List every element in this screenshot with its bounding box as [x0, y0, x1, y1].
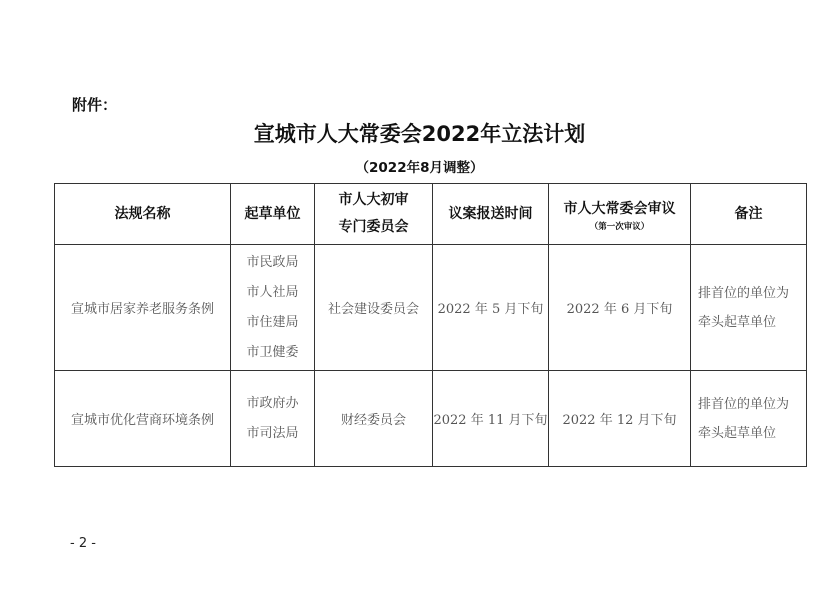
header-submit-time: 议案报送时间 — [433, 184, 549, 245]
table-header-row — [55, 184, 807, 245]
header-name: 法规名称 — [55, 184, 231, 245]
header-remarks: 备注 — [691, 184, 807, 245]
cell-review-time: 2022 年 6 月下旬 — [549, 245, 691, 371]
remarks-line1: 排首位的单位为 — [698, 396, 790, 412]
cell-committee: 社会建设委员会 — [315, 245, 433, 371]
header-committee-line2: 专门委员会 — [338, 219, 409, 235]
table-row — [55, 371, 807, 467]
cell-name: 宣城市居家养老服务条例 — [55, 245, 231, 371]
cell-remarks — [691, 371, 807, 467]
cell-submit-time: 2022 年 5 月下旬 — [433, 245, 549, 371]
drafter-item: 市司法局 — [246, 425, 299, 441]
cell-review-time: 2022 年 12 月下旬 — [549, 371, 691, 467]
cell-drafters — [231, 245, 315, 371]
remarks-line1: 排首位的单位为 — [698, 285, 790, 301]
legislation-plan-table — [54, 183, 807, 467]
drafter-item: 市政府办 — [246, 395, 299, 411]
remarks-line2: 牵头起草单位 — [698, 425, 777, 441]
header-review — [549, 184, 691, 245]
drafter-item: 市民政局 — [246, 254, 299, 270]
cell-drafters — [231, 371, 315, 467]
header-review-sub: （第一次审议） — [589, 221, 650, 232]
remarks-line2: 牵头起草单位 — [698, 314, 777, 330]
header-committee-line1: 市人大初审 — [338, 192, 409, 208]
attachment-label: 附件： — [72, 96, 118, 114]
cell-remarks — [691, 245, 807, 371]
header-committee — [315, 184, 433, 245]
cell-submit-time: 2022 年 11 月下旬 — [433, 371, 549, 467]
drafter-item: 市住建局 — [246, 314, 299, 330]
drafter-item: 市人社局 — [246, 284, 299, 300]
header-review-line1: 市人大常委会审议 — [563, 200, 676, 217]
drafter-item: 市卫健委 — [246, 344, 299, 360]
table-row — [55, 245, 807, 371]
document-subtitle: （2022年8月调整） — [355, 160, 484, 176]
cell-name: 宣城市优化营商环境条例 — [55, 371, 231, 467]
page-number: - 2 - — [70, 536, 96, 551]
header-drafter: 起草单位 — [231, 184, 315, 245]
cell-committee: 财经委员会 — [315, 371, 433, 467]
document-title: 宣城市人大常委会2022年立法计划 — [253, 122, 586, 146]
